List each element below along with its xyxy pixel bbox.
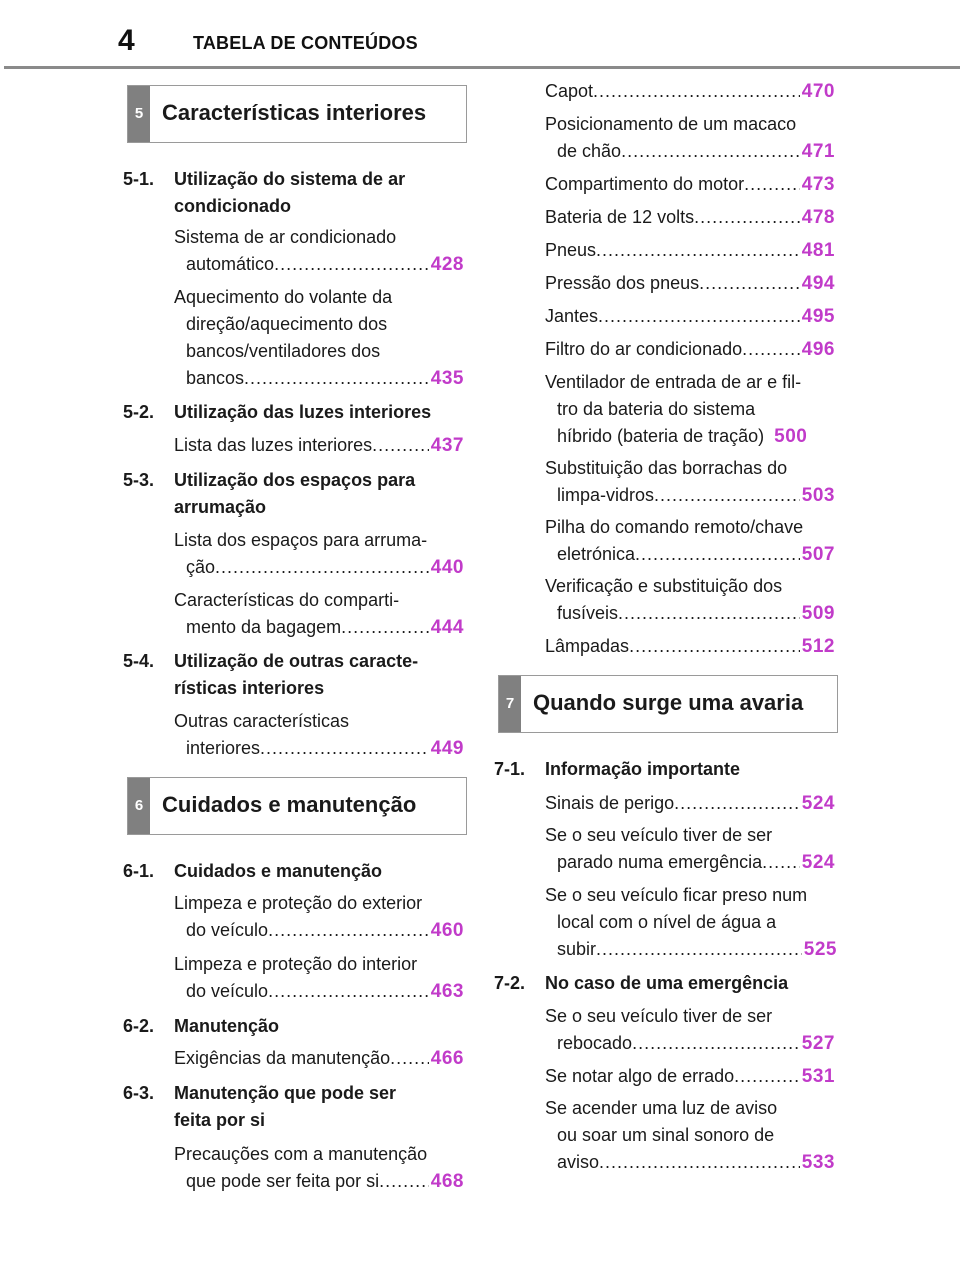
page-ref: 509 [801, 603, 835, 624]
page-number: 4 [118, 24, 135, 57]
entry-text: Pneus [545, 240, 597, 260]
entry-text: Outras características [174, 711, 350, 731]
toc-entry[interactable] [545, 573, 835, 627]
entry-text: Sinais de perigo [545, 793, 675, 813]
entry-text: Se o seu veículo tiver de ser [545, 1006, 773, 1026]
dot-leader [629, 633, 800, 660]
section-number-tab: 6 [128, 778, 150, 834]
entry-text: Filtro do ar condicionado [545, 339, 743, 359]
section-number-tab: 7 [499, 676, 521, 732]
entry-text: bancos [186, 368, 245, 388]
entry-text: rebocado [557, 1033, 633, 1053]
dot-leader [599, 1149, 800, 1176]
page-ref: 470 [801, 81, 835, 102]
page-ref: 468 [430, 1171, 464, 1192]
entry-text: Se acender uma luz de aviso [545, 1098, 778, 1118]
entry-text: Aquecimento do volante da [174, 287, 393, 307]
section-header-7[interactable] [498, 675, 838, 733]
entry-text: Se o seu veículo ficar preso num [545, 885, 808, 905]
entry-text: Características do comparti- [174, 590, 400, 610]
entry-text: subir [557, 939, 597, 959]
dot-leader [699, 270, 800, 297]
page-ref: 449 [430, 738, 464, 759]
toc-entry[interactable] [545, 882, 837, 963]
chapter-title-line: feita por si [174, 1110, 266, 1130]
chapter-number: 6-1. [123, 861, 155, 881]
chapter-heading-6-3[interactable] [123, 1080, 473, 1134]
toc-entry[interactable] [174, 527, 464, 581]
dot-leader [379, 1168, 429, 1195]
page-ref: 494 [801, 273, 835, 294]
section-header-5[interactable] [127, 85, 467, 143]
entry-text: Limpeza e proteção do interior [174, 954, 418, 974]
toc-entry[interactable] [545, 822, 835, 876]
toc-entry[interactable] [174, 432, 464, 459]
entry-text: Bateria de 12 volts [545, 207, 695, 227]
chapter-number: 5-4. [123, 651, 155, 671]
entry-text: Lista dos espaços para arruma- [174, 530, 428, 550]
page-ref: 435 [430, 368, 464, 389]
toc-entry[interactable] [545, 204, 835, 231]
section-header-6[interactable] [127, 777, 467, 835]
dot-leader [274, 251, 429, 278]
dot-leader [268, 978, 429, 1005]
chapter-title-line: Utilização dos espaços para [174, 470, 416, 490]
dot-leader [390, 1045, 429, 1072]
header-divider [4, 66, 960, 69]
entry-text: fusíveis [557, 603, 619, 623]
entry-text: de chão [557, 141, 622, 161]
chapter-title-line: arrumação [174, 497, 267, 517]
entry-text: mento da bagagem [186, 617, 342, 637]
toc-entry[interactable] [545, 1063, 835, 1090]
chapter-title-line: Utilização de outras caracte- [174, 651, 419, 671]
entry-text: Posicionamento de um macaco [545, 114, 797, 134]
dot-leader [596, 237, 800, 264]
page-ref: 531 [801, 1066, 835, 1087]
dot-leader [598, 303, 800, 330]
dot-leader [341, 614, 429, 641]
page-ref: 471 [801, 141, 835, 162]
toc-entry[interactable] [545, 237, 835, 264]
dot-leader [215, 554, 429, 581]
page-ref: 463 [430, 981, 464, 1002]
page-ref: 478 [801, 207, 835, 228]
page-ref: 437 [430, 435, 464, 456]
entry-text: automático [186, 254, 275, 274]
toc-entry[interactable] [174, 587, 464, 641]
dot-leader [260, 735, 429, 762]
entry-text: Ventilador de entrada de ar e fil- [545, 372, 802, 392]
section-title: Características interiores [162, 100, 427, 125]
chapter-title [545, 970, 845, 997]
section-title: Cuidados e manutenção [162, 792, 417, 817]
entry-text: Compartimento do motor [545, 174, 745, 194]
dot-leader [621, 138, 800, 165]
toc-entry[interactable] [545, 1003, 835, 1057]
dot-leader [744, 171, 800, 198]
chapter-title-line: Manutenção [174, 1016, 280, 1036]
entry-text: ou soar um sinal sonoro de [557, 1125, 775, 1145]
chapter-title [174, 467, 474, 521]
dot-leader [268, 917, 429, 944]
entry-text: Verificação e substituição dos [545, 576, 783, 596]
chapter-number: 5-2. [123, 402, 155, 422]
entry-text: bancos/ventiladores dos [186, 341, 381, 361]
page-ref: 533 [801, 1152, 835, 1173]
entry-text: do veículo [186, 920, 269, 940]
dot-leader [244, 365, 429, 392]
toc-entry[interactable] [545, 455, 835, 509]
entry-text: Capot [545, 81, 594, 101]
toc-entry[interactable] [545, 78, 835, 105]
entry-text: que pode ser feita por si [186, 1171, 380, 1191]
entry-text: Se o seu veículo tiver de ser [545, 825, 773, 845]
chapter-number: 7-2. [494, 973, 526, 993]
chapter-heading-7-2[interactable] [494, 970, 844, 997]
page-ref: 524 [801, 852, 835, 873]
entry-text: híbrido (bateria de tração) [557, 426, 765, 446]
chapter-number: 6-3. [123, 1083, 155, 1103]
entry-text: do veículo [186, 981, 269, 1001]
entry-text: aviso [557, 1152, 600, 1172]
entry-text: Lâmpadas [545, 636, 630, 656]
chapter-heading-5-4[interactable] [123, 648, 473, 702]
entry-text: Sistema de ar condicionado [174, 227, 397, 247]
toc-entry[interactable] [174, 890, 464, 944]
toc-entry[interactable] [545, 111, 835, 165]
page-ref: 512 [801, 636, 835, 657]
chapter-title-line: rísticas interiores [174, 678, 325, 698]
dot-leader [593, 78, 800, 105]
entry-text: Substituição das borrachas do [545, 458, 788, 478]
entry-text: direção/aquecimento dos [186, 314, 388, 334]
entry-text: Exigências da manutenção [174, 1048, 391, 1068]
page-ref: 527 [801, 1033, 835, 1054]
entry-text: interiores [186, 738, 261, 758]
toc-entry[interactable] [174, 1045, 464, 1072]
chapter-title-line: Utilização das luzes interiores [174, 402, 432, 422]
entry-text: local com o nível de água a [557, 912, 777, 932]
chapter-heading-7-1[interactable] [494, 756, 844, 783]
chapter-title-line: Manutenção que pode ser [174, 1083, 397, 1103]
toc-entry[interactable] [545, 270, 835, 297]
page-header [0, 0, 960, 70]
dot-leader [762, 849, 800, 876]
chapter-title-line: condicionado [174, 196, 291, 216]
chapter-title-line: No caso de uma emergência [545, 973, 789, 993]
chapter-title-line: Informação importante [545, 759, 741, 779]
chapter-title-line: Cuidados e manutenção [174, 861, 383, 881]
toc-entry[interactable] [545, 303, 835, 330]
page-ref: 495 [801, 306, 835, 327]
toc-entry[interactable] [545, 369, 837, 450]
entry-text: Limpeza e proteção do exterior [174, 893, 423, 913]
page-ref: 466 [430, 1048, 464, 1069]
dot-leader [734, 1063, 800, 1090]
dot-leader [618, 600, 800, 627]
page-ref: 524 [801, 793, 835, 814]
chapter-number: 7-1. [494, 759, 526, 779]
entry-text: Precauções com a manutenção [174, 1144, 428, 1164]
dot-leader [635, 541, 800, 568]
entry-text: Lista das luzes interiores [174, 435, 373, 455]
chapter-title [174, 858, 474, 885]
page-title: TABELA DE CONTEÚDOS [193, 33, 418, 53]
entry-text: Jantes [545, 306, 599, 326]
page-ref: 496 [801, 339, 835, 360]
dot-leader [742, 336, 800, 363]
entry-text: Pressão dos pneus [545, 273, 700, 293]
toc-entry[interactable] [174, 284, 464, 392]
chapter-number: 5-3. [123, 470, 155, 490]
chapter-number: 5-1. [123, 169, 155, 189]
entry-text: ção [186, 557, 216, 577]
toc-entry[interactable] [545, 171, 835, 198]
chapter-heading-5-3[interactable] [123, 467, 473, 521]
toc-entry[interactable] [545, 633, 835, 660]
chapter-title [174, 1080, 474, 1134]
chapter-heading-5-1[interactable] [123, 166, 473, 220]
dot-leader [694, 204, 800, 231]
page-ref: 503 [801, 485, 835, 506]
page-ref: 440 [430, 557, 464, 578]
chapter-title [174, 1013, 474, 1040]
page-ref: 525 [803, 939, 837, 960]
toc-entry[interactable] [174, 708, 464, 762]
chapter-heading-5-2[interactable] [123, 399, 473, 426]
toc-entry[interactable] [545, 1095, 835, 1176]
dot-leader [596, 936, 802, 963]
page-ref: 500 [774, 426, 808, 447]
page-ref: 481 [801, 240, 835, 261]
chapter-title [174, 399, 474, 426]
chapter-title-line: Utilização do sistema de ar [174, 169, 406, 189]
toc-entry[interactable] [174, 951, 464, 1005]
page-ref: 507 [801, 544, 835, 565]
page-ref: 444 [430, 617, 464, 638]
entry-text: parado numa emergência [557, 852, 763, 872]
entry-text: eletrónica [557, 544, 636, 564]
section-title: Quando surge uma avaria [533, 690, 804, 715]
entry-text: limpa-vidros [557, 485, 655, 505]
page-ref: 473 [801, 174, 835, 195]
dot-leader [654, 482, 800, 509]
entry-text: Pilha do comando remoto/chave [545, 517, 804, 537]
toc-entry[interactable] [174, 224, 464, 278]
entry-text: Se notar algo de errado [545, 1066, 735, 1086]
page-ref: 460 [430, 920, 464, 941]
page-ref: 428 [430, 254, 464, 275]
toc-entry[interactable] [545, 514, 835, 568]
section-number-tab: 5 [128, 86, 150, 142]
toc-entry[interactable] [545, 336, 835, 363]
chapter-title [545, 756, 845, 783]
toc-entry[interactable] [174, 1141, 464, 1195]
chapter-title [174, 166, 474, 220]
toc-entry[interactable] [545, 790, 835, 817]
entry-text: tro da bateria do sistema [557, 399, 756, 419]
chapter-number: 6-2. [123, 1016, 155, 1036]
dot-leader [632, 1030, 800, 1057]
dot-leader [372, 432, 429, 459]
chapter-heading-6-1[interactable] [123, 858, 473, 885]
chapter-title [174, 648, 474, 702]
chapter-heading-6-2[interactable] [123, 1013, 473, 1040]
dot-leader [674, 790, 800, 817]
